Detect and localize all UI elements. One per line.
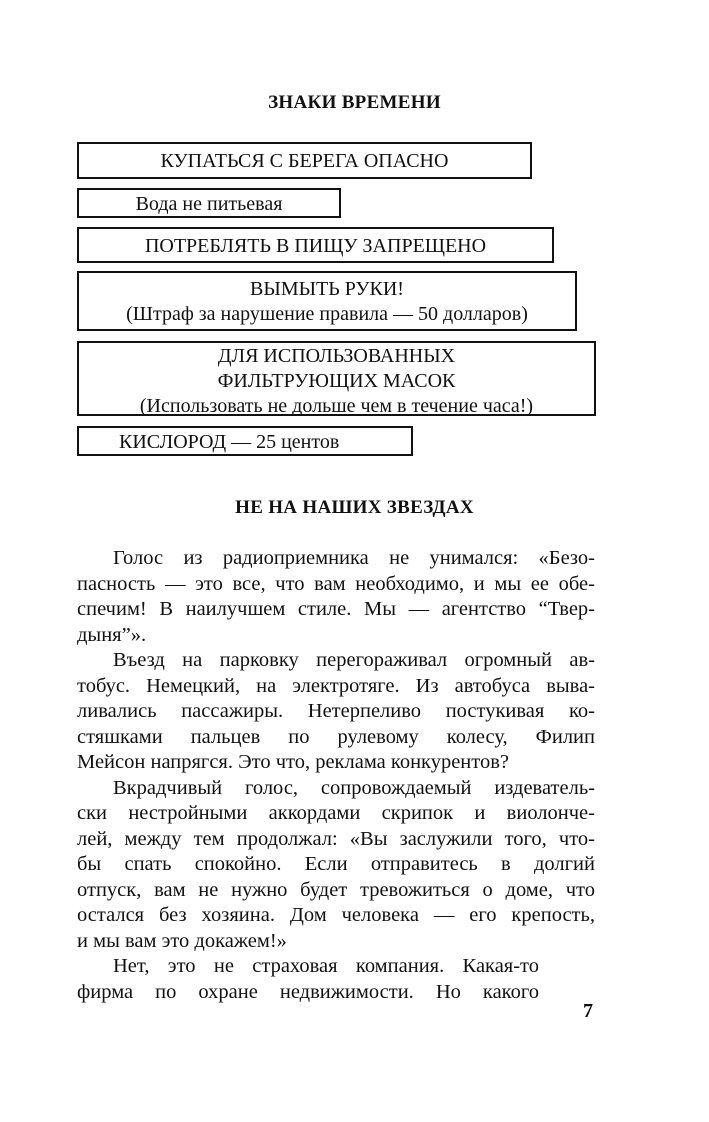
text-line: бы спать спокойно. Если отправитесь в долгий <box>77 853 595 875</box>
text-line: отпуск, вам не нужно будет тревожиться о доме, что <box>77 878 595 901</box>
text-line: тобус. Немецкий, на электротяге. Из автобуса выва- <box>77 674 595 697</box>
sign-line: ПОТРЕБЛЯТЬ В ПИЩУ ЗАПРЕЩЕНО <box>144 235 487 257</box>
text-line: ливались пассажиры. Нетерпеливо постукивая ко- <box>77 700 595 722</box>
sign-line: ДЛЯ ИСПОЛЬЗОВАННЫХ <box>217 345 456 367</box>
sign-wash-hands <box>77 271 577 331</box>
text-line: фирма по охране недвижимости. Но какого <box>77 980 539 1003</box>
text-line: и мы вам это докажем!» <box>77 929 287 952</box>
page-number: 7 <box>583 1000 593 1022</box>
sign-line: Вода не питьевая <box>135 193 283 215</box>
sign-line: КИСЛОРОД — 25 центов <box>119 431 340 453</box>
text-line: остался без хозяина. Дом человека — его крепость, <box>77 904 595 926</box>
body-text <box>77 546 595 1005</box>
sign-line: (Штраф за нарушение правила — 50 долларов) <box>126 303 528 325</box>
sign-line: (Использовать не дольше чем в течение часа!) <box>139 395 534 417</box>
sign-eating-prohibited <box>77 227 554 263</box>
text-line: пасность — это все, что вам необходимо, и мы ее обе- <box>77 572 595 595</box>
text-line: Голос из радиоприемника не унимался: «Безо- <box>113 547 595 569</box>
text-line: спечим! В наилучшем стиле. Мы — агентство “Твер- <box>77 598 595 620</box>
paragraph <box>77 954 539 1005</box>
sign-line: ВЫМЫТЬ РУКИ! <box>250 278 404 300</box>
text-line: Въезд на парковку перегораживал огромный ав- <box>113 649 595 671</box>
text-line: Нет, это не страховая компания. Какая-то <box>113 955 539 977</box>
text-line: дыня”». <box>77 623 147 646</box>
text-line: стяшками пальцев по рулевому колесу, Филип <box>77 725 595 748</box>
sign-oxygen-price <box>77 426 413 456</box>
chapter-title: НЕ НА НАШИХ ЗВЕЗДАХ <box>235 497 474 518</box>
paragraph <box>77 776 595 955</box>
sign-swimming-dangerous <box>77 142 532 179</box>
section-title-signs: ЗНАКИ ВРЕМЕНИ <box>268 92 441 113</box>
text-line: Мейсон напрягся. Это что, реклама конкурентов? <box>77 751 509 773</box>
text-line: Вкрадчивый голос, сопровождаемый издеватель- <box>113 776 595 799</box>
sign-water-not-drinkable <box>77 188 341 218</box>
paragraph <box>77 648 595 776</box>
sign-line: ФИЛЬТРУЮЩИХ МАСОК <box>217 370 456 392</box>
sign-used-filter-masks <box>77 341 596 416</box>
sign-line: КУПАТЬСЯ С БЕРЕГА ОПАСНО <box>160 150 449 172</box>
text-line: лей, между тем продолжал: «Вы заслужили того, что- <box>77 827 595 850</box>
text-line: ски нестройными аккордами скрипок и виолонче- <box>77 802 595 824</box>
paragraph <box>77 546 595 648</box>
